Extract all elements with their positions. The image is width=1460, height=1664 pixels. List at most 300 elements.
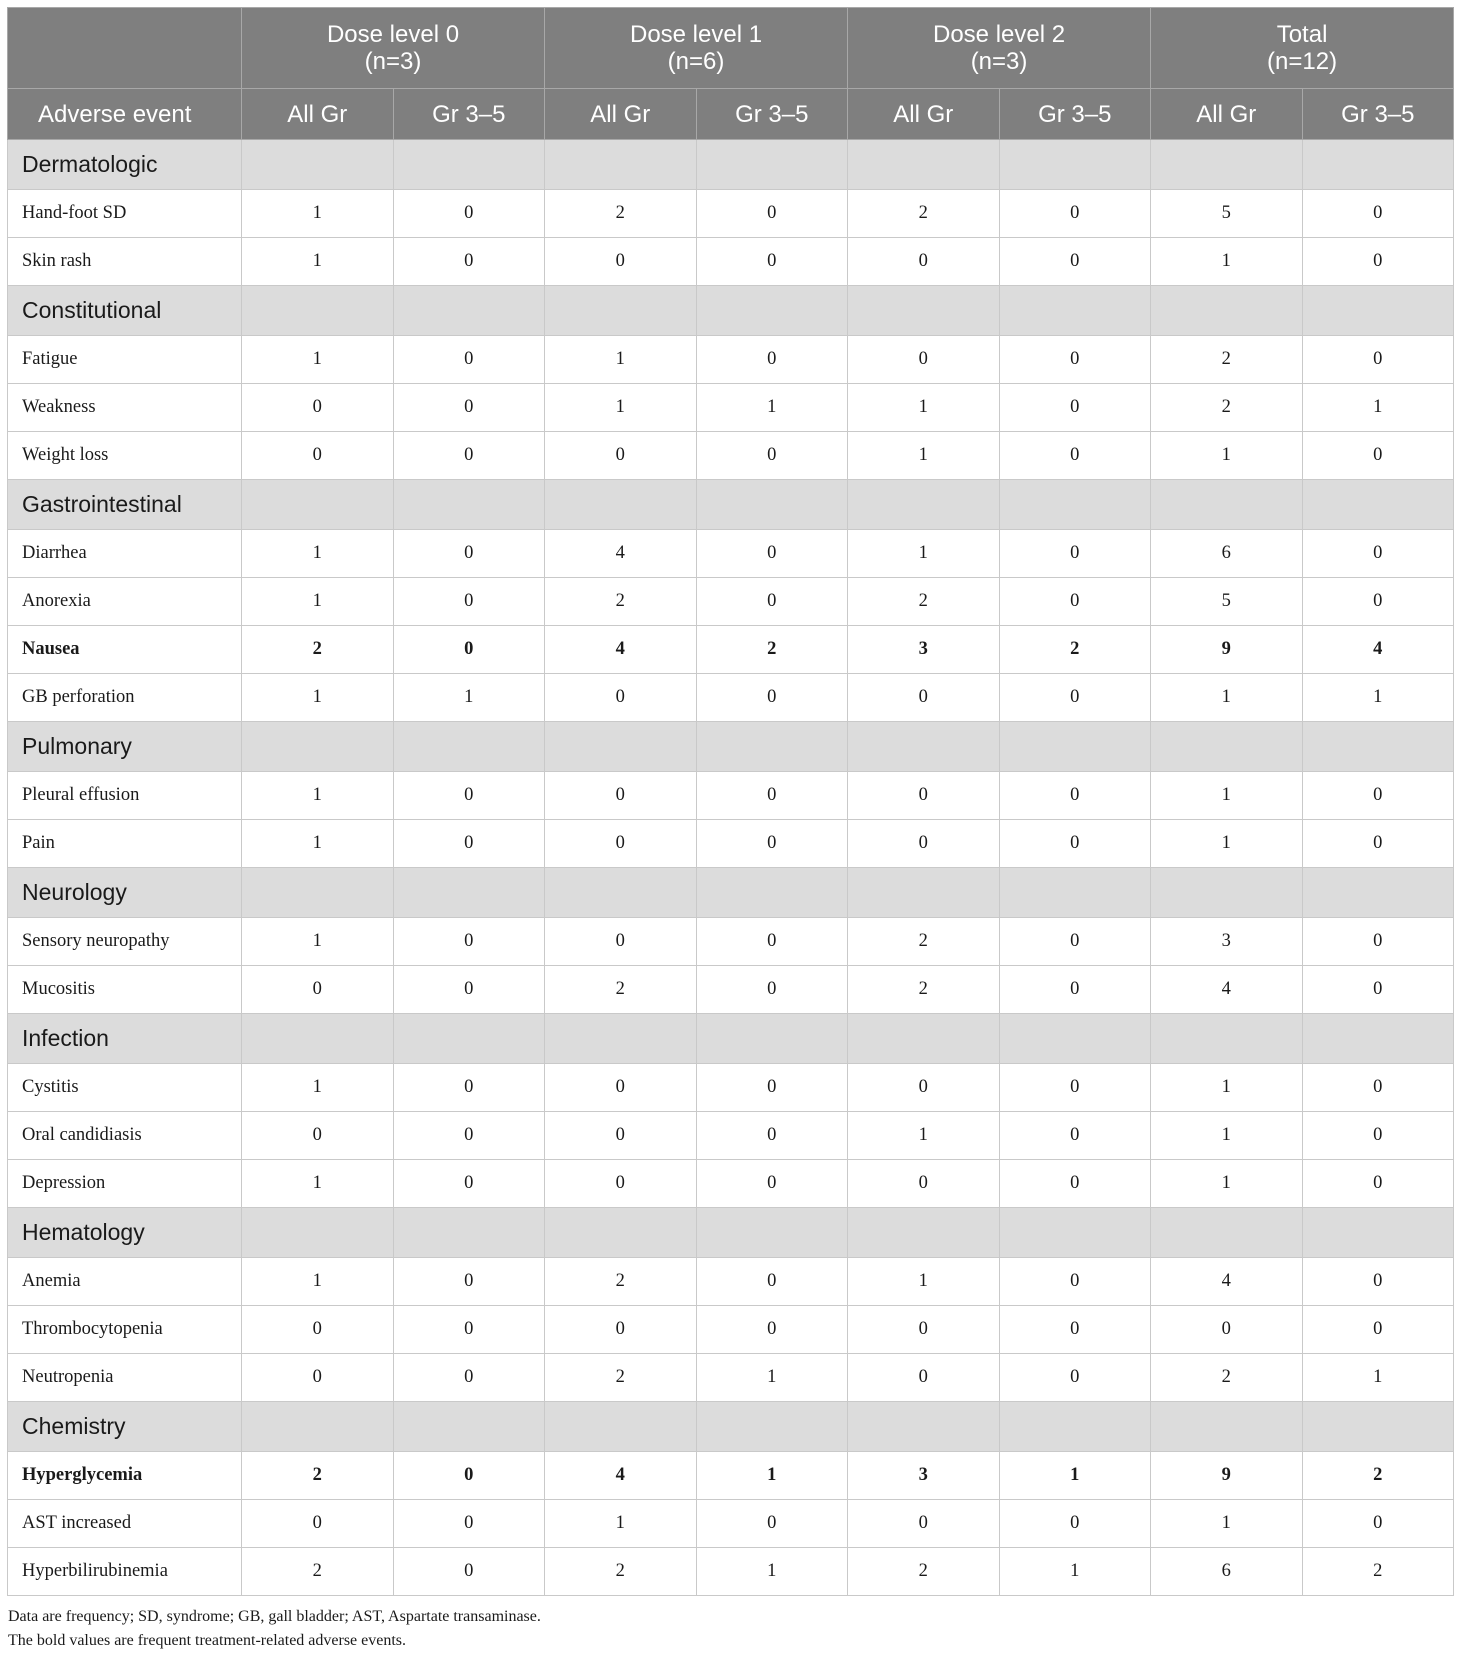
grade-3-5-count-cell: 0 — [999, 190, 1151, 238]
all-grade-count-cell: 0 — [848, 238, 1000, 286]
grade-3-5-count-cell: 0 — [999, 1064, 1151, 1112]
grade-3-5-count-cell: 0 — [696, 190, 848, 238]
category-empty-cell — [999, 1402, 1151, 1452]
category-empty-cell — [999, 480, 1151, 530]
table-row — [8, 336, 1454, 384]
all-grade-count-cell: 1 — [242, 674, 394, 722]
all-grade-count-cell: 1 — [1151, 674, 1303, 722]
grade-3-5-count-cell: 0 — [393, 1064, 545, 1112]
grade-3-5-count-cell: 2 — [999, 626, 1151, 674]
event-name-cell: Nausea — [8, 626, 242, 674]
grade-3-5-count-cell: 4 — [1302, 626, 1454, 674]
all-grade-count-cell: 2 — [545, 1354, 697, 1402]
grade-3-5-count-cell: 0 — [393, 578, 545, 626]
category-empty-cell — [999, 286, 1151, 336]
category-empty-cell — [1151, 286, 1303, 336]
all-grade-header: All Gr — [848, 89, 1000, 140]
category-empty-cell — [545, 480, 697, 530]
all-grade-count-cell: 0 — [545, 1112, 697, 1160]
event-name-cell: Pain — [8, 820, 242, 868]
grade-3-5-count-cell: 2 — [1302, 1548, 1454, 1596]
grade-3-5-count-cell: 0 — [696, 966, 848, 1014]
all-grade-count-cell: 0 — [848, 1306, 1000, 1354]
all-grade-count-cell: 1 — [242, 190, 394, 238]
category-empty-cell — [696, 286, 848, 336]
all-grade-count-cell: 4 — [545, 530, 697, 578]
category-empty-cell — [696, 480, 848, 530]
all-grade-count-cell: 0 — [545, 238, 697, 286]
all-grade-count-cell: 6 — [1151, 1548, 1303, 1596]
event-name-cell: Cystitis — [8, 1064, 242, 1112]
table-row — [8, 238, 1454, 286]
category-empty-cell — [848, 1402, 1000, 1452]
event-name-cell: Weakness — [8, 384, 242, 432]
category-name: Neurology — [8, 868, 242, 918]
all-grade-count-cell: 2 — [848, 578, 1000, 626]
category-name: Constitutional — [8, 286, 242, 336]
grade-3-5-header: Gr 3–5 — [999, 89, 1151, 140]
all-grade-count-cell: 0 — [242, 432, 394, 480]
category-row — [8, 1402, 1454, 1452]
grade-3-5-count-cell: 0 — [999, 1354, 1151, 1402]
grade-3-5-count-cell: 0 — [393, 1548, 545, 1596]
all-grade-count-cell: 1 — [242, 1258, 394, 1306]
all-grade-count-cell: 0 — [848, 1354, 1000, 1402]
all-grade-count-cell: 2 — [545, 1258, 697, 1306]
category-empty-cell — [545, 140, 697, 190]
grade-3-5-count-cell: 1 — [1302, 1354, 1454, 1402]
category-empty-cell — [696, 1402, 848, 1452]
grade-3-5-count-cell: 0 — [1302, 1160, 1454, 1208]
all-grade-count-cell: 0 — [545, 820, 697, 868]
grade-3-5-count-cell: 0 — [999, 1306, 1151, 1354]
grade-3-5-count-cell: 0 — [393, 1306, 545, 1354]
grade-3-5-count-cell: 1 — [696, 384, 848, 432]
all-grade-count-cell: 0 — [848, 1500, 1000, 1548]
grade-3-5-count-cell: 0 — [999, 432, 1151, 480]
event-name-cell: Hyperglycemia — [8, 1452, 242, 1500]
group-label: Dose level 2 — [933, 21, 1066, 48]
all-grade-count-cell: 0 — [545, 1306, 697, 1354]
table-body — [8, 140, 1454, 1596]
category-empty-cell — [393, 286, 545, 336]
all-grade-count-cell: 1 — [848, 432, 1000, 480]
category-empty-cell — [848, 722, 1000, 772]
footnote-bold-values: The bold values are frequent treatment-related adverse events. — [8, 1632, 407, 1649]
group-n: (n=3) — [364, 48, 422, 75]
grade-3-5-header: Gr 3–5 — [393, 89, 545, 140]
grade-3-5-count-cell: 0 — [696, 1160, 848, 1208]
all-grade-count-cell: 1 — [242, 1160, 394, 1208]
grade-3-5-count-cell: 0 — [393, 1112, 545, 1160]
category-empty-cell — [393, 140, 545, 190]
all-grade-count-cell: 4 — [545, 626, 697, 674]
category-empty-cell — [696, 1208, 848, 1258]
grade-3-5-count-cell: 0 — [393, 336, 545, 384]
all-grade-count-cell: 1 — [848, 530, 1000, 578]
category-name: Pulmonary — [8, 722, 242, 772]
event-name-cell: Skin rash — [8, 238, 242, 286]
grade-3-5-header: Gr 3–5 — [1302, 89, 1454, 140]
grade-3-5-count-cell: 0 — [696, 336, 848, 384]
all-grade-count-cell: 1 — [242, 336, 394, 384]
event-name-cell: Thrombocytopenia — [8, 1306, 242, 1354]
grade-3-5-count-cell: 0 — [393, 918, 545, 966]
table-row — [8, 918, 1454, 966]
grade-3-5-count-cell: 0 — [696, 1112, 848, 1160]
all-grade-count-cell: 5 — [1151, 578, 1303, 626]
category-empty-cell — [242, 1402, 394, 1452]
all-grade-count-cell: 0 — [242, 1354, 394, 1402]
event-name-cell: Weight loss — [8, 432, 242, 480]
all-grade-count-cell: 1 — [1151, 238, 1303, 286]
grade-3-5-count-cell: 0 — [1302, 578, 1454, 626]
event-name-cell: Diarrhea — [8, 530, 242, 578]
all-grade-count-cell: 3 — [848, 1452, 1000, 1500]
grade-3-5-count-cell: 1 — [393, 674, 545, 722]
all-grade-count-cell: 0 — [545, 674, 697, 722]
category-name: Dermatologic — [8, 140, 242, 190]
category-empty-cell — [242, 868, 394, 918]
category-empty-cell — [242, 480, 394, 530]
category-row — [8, 868, 1454, 918]
category-empty-cell — [545, 722, 697, 772]
all-grade-count-cell: 2 — [848, 918, 1000, 966]
category-empty-cell — [1302, 1208, 1454, 1258]
table-row — [8, 1112, 1454, 1160]
table-row — [8, 578, 1454, 626]
all-grade-count-cell: 0 — [242, 1306, 394, 1354]
category-name: Gastrointestinal — [8, 480, 242, 530]
category-empty-cell — [999, 868, 1151, 918]
table-row — [8, 1306, 1454, 1354]
grade-3-5-count-cell: 0 — [696, 820, 848, 868]
grade-3-5-count-cell: 0 — [696, 530, 848, 578]
grade-3-5-count-cell: 0 — [696, 1064, 848, 1112]
grade-3-5-count-cell: 0 — [1302, 336, 1454, 384]
category-empty-cell — [1302, 722, 1454, 772]
table-row — [8, 966, 1454, 1014]
category-empty-cell — [1151, 868, 1303, 918]
grade-3-5-count-cell: 1 — [999, 1548, 1151, 1596]
grade-3-5-count-cell: 0 — [999, 1112, 1151, 1160]
category-empty-cell — [545, 1208, 697, 1258]
all-grade-count-cell: 1 — [242, 238, 394, 286]
grade-3-5-count-cell: 0 — [696, 238, 848, 286]
grade-3-5-count-cell: 0 — [393, 238, 545, 286]
grade-3-5-count-cell: 0 — [999, 820, 1151, 868]
all-grade-count-cell: 5 — [1151, 190, 1303, 238]
category-empty-cell — [848, 140, 1000, 190]
all-grade-header: All Gr — [242, 89, 394, 140]
grade-3-5-count-cell: 0 — [999, 1500, 1151, 1548]
category-name: Chemistry — [8, 1402, 242, 1452]
event-name-cell: Anorexia — [8, 578, 242, 626]
all-grade-count-cell: 4 — [1151, 1258, 1303, 1306]
all-grade-count-cell: 4 — [545, 1452, 697, 1500]
category-empty-cell — [1151, 1208, 1303, 1258]
grade-3-5-count-cell: 0 — [393, 772, 545, 820]
event-name-cell: Mucositis — [8, 966, 242, 1014]
grade-3-5-count-cell: 0 — [1302, 190, 1454, 238]
all-grade-count-cell: 1 — [848, 1112, 1000, 1160]
grade-3-5-count-cell: 2 — [696, 626, 848, 674]
table-row — [8, 190, 1454, 238]
grade-3-5-count-cell: 1 — [1302, 674, 1454, 722]
category-empty-cell — [1151, 722, 1303, 772]
adverse-events-table — [7, 7, 1454, 1596]
table-row — [8, 1064, 1454, 1112]
all-grade-count-cell: 3 — [848, 626, 1000, 674]
category-row — [8, 1208, 1454, 1258]
category-empty-cell — [242, 286, 394, 336]
category-empty-cell — [696, 722, 848, 772]
category-empty-cell — [1151, 480, 1303, 530]
group-label: Dose level 0 — [326, 21, 460, 48]
event-name-cell: Oral candidiasis — [8, 1112, 242, 1160]
category-empty-cell — [1151, 1014, 1303, 1064]
all-grade-count-cell: 1 — [848, 1258, 1000, 1306]
table-row — [8, 384, 1454, 432]
all-grade-count-cell: 1 — [242, 1064, 394, 1112]
table-row — [8, 626, 1454, 674]
all-grade-count-cell: 1 — [242, 820, 394, 868]
all-grade-count-cell: 1 — [242, 918, 394, 966]
group-n: (n=12) — [1267, 48, 1338, 75]
grade-3-5-count-cell: 0 — [999, 966, 1151, 1014]
grade-3-5-count-cell: 0 — [999, 530, 1151, 578]
category-empty-cell — [696, 868, 848, 918]
category-empty-cell — [393, 480, 545, 530]
grade-3-5-count-cell: 0 — [393, 1452, 545, 1500]
category-name: Hematology — [8, 1208, 242, 1258]
grade-3-5-count-cell: 0 — [1302, 238, 1454, 286]
grade-3-5-count-cell: 0 — [999, 918, 1151, 966]
grade-3-5-count-cell: 0 — [999, 578, 1151, 626]
grade-3-5-count-cell: 0 — [999, 1258, 1151, 1306]
grade-3-5-count-cell: 1 — [696, 1548, 848, 1596]
all-grade-count-cell: 2 — [242, 1548, 394, 1596]
group-n: (n=6) — [667, 48, 725, 75]
table-row — [8, 432, 1454, 480]
grade-3-5-count-cell: 0 — [393, 1258, 545, 1306]
category-empty-cell — [1302, 1014, 1454, 1064]
category-empty-cell — [1302, 140, 1454, 190]
grade-3-5-count-cell: 0 — [393, 384, 545, 432]
all-grade-count-cell: 4 — [1151, 966, 1303, 1014]
group-header-dose-2 — [848, 8, 1151, 89]
header-corner — [8, 8, 242, 89]
all-grade-count-cell: 0 — [242, 966, 394, 1014]
grade-3-5-header: Gr 3–5 — [696, 89, 848, 140]
grade-3-5-count-cell: 0 — [696, 918, 848, 966]
group-header-total — [1151, 8, 1454, 89]
all-grade-count-cell: 6 — [1151, 530, 1303, 578]
category-empty-cell — [393, 868, 545, 918]
category-empty-cell — [1302, 1402, 1454, 1452]
all-grade-count-cell: 0 — [545, 432, 697, 480]
all-grade-count-cell: 0 — [848, 1064, 1000, 1112]
table-row — [8, 1548, 1454, 1596]
all-grade-count-cell: 0 — [848, 772, 1000, 820]
all-grade-count-cell: 1 — [242, 772, 394, 820]
category-empty-cell — [545, 1014, 697, 1064]
grade-3-5-count-cell: 0 — [393, 530, 545, 578]
table-row — [8, 1500, 1454, 1548]
category-empty-cell — [242, 1014, 394, 1064]
grade-3-5-count-cell: 1 — [1302, 384, 1454, 432]
all-grade-count-cell: 0 — [848, 820, 1000, 868]
grade-3-5-count-cell: 0 — [999, 1160, 1151, 1208]
category-empty-cell — [1151, 1402, 1303, 1452]
all-grade-count-cell: 2 — [848, 966, 1000, 1014]
grade-3-5-count-cell: 0 — [999, 384, 1151, 432]
all-grade-count-cell: 2 — [1151, 384, 1303, 432]
grade-3-5-count-cell: 0 — [696, 1306, 848, 1354]
all-grade-count-cell: 0 — [545, 1064, 697, 1112]
group-label: Dose level 1 — [629, 21, 763, 48]
grade-3-5-count-cell: 0 — [393, 626, 545, 674]
all-grade-count-cell: 0 — [545, 1160, 697, 1208]
all-grade-count-cell: 2 — [848, 190, 1000, 238]
grade-3-5-count-cell: 0 — [696, 674, 848, 722]
grade-3-5-count-cell: 0 — [696, 772, 848, 820]
grade-3-5-count-cell: 0 — [999, 772, 1151, 820]
all-grade-count-cell: 9 — [1151, 1452, 1303, 1500]
category-empty-cell — [848, 1014, 1000, 1064]
all-grade-count-cell: 2 — [242, 626, 394, 674]
category-empty-cell — [999, 140, 1151, 190]
category-empty-cell — [393, 722, 545, 772]
category-row — [8, 480, 1454, 530]
all-grade-count-cell: 1 — [1151, 772, 1303, 820]
all-grade-count-cell: 0 — [545, 772, 697, 820]
grade-3-5-count-cell: 0 — [1302, 432, 1454, 480]
all-grade-count-cell: 2 — [545, 578, 697, 626]
event-name-cell: Sensory neuropathy — [8, 918, 242, 966]
all-grade-count-cell: 2 — [545, 190, 697, 238]
category-empty-cell — [242, 1208, 394, 1258]
grade-3-5-count-cell: 0 — [1302, 918, 1454, 966]
all-grade-count-cell: 1 — [1151, 432, 1303, 480]
grade-3-5-count-cell: 0 — [1302, 820, 1454, 868]
all-grade-count-cell: 2 — [1151, 1354, 1303, 1402]
all-grade-count-cell: 1 — [1151, 1160, 1303, 1208]
category-row — [8, 722, 1454, 772]
all-grade-count-cell: 1 — [242, 578, 394, 626]
header-group-row — [8, 8, 1454, 89]
grade-3-5-count-cell: 0 — [393, 190, 545, 238]
grade-3-5-count-cell: 0 — [696, 1258, 848, 1306]
category-empty-cell — [1302, 286, 1454, 336]
category-empty-cell — [999, 1014, 1151, 1064]
all-grade-count-cell: 0 — [242, 1112, 394, 1160]
category-empty-cell — [848, 480, 1000, 530]
category-empty-cell — [393, 1208, 545, 1258]
category-empty-cell — [848, 1208, 1000, 1258]
all-grade-count-cell: 1 — [1151, 1112, 1303, 1160]
all-grade-header: All Gr — [545, 89, 697, 140]
grade-3-5-count-cell: 0 — [393, 1500, 545, 1548]
all-grade-count-cell: 1 — [1151, 1064, 1303, 1112]
category-empty-cell — [1151, 140, 1303, 190]
category-empty-cell — [848, 868, 1000, 918]
event-name-cell: Hand-foot SD — [8, 190, 242, 238]
grade-3-5-count-cell: 0 — [393, 432, 545, 480]
event-name-cell: Depression — [8, 1160, 242, 1208]
category-empty-cell — [1302, 868, 1454, 918]
grade-3-5-count-cell: 0 — [696, 578, 848, 626]
grade-3-5-count-cell: 0 — [393, 820, 545, 868]
header-sub-row — [8, 89, 1454, 140]
all-grade-count-cell: 1 — [545, 384, 697, 432]
event-name-cell: Fatigue — [8, 336, 242, 384]
all-grade-count-cell: 2 — [545, 1548, 697, 1596]
table-row — [8, 1258, 1454, 1306]
all-grade-count-cell: 1 — [848, 384, 1000, 432]
all-grade-count-cell: 1 — [545, 336, 697, 384]
all-grade-count-cell: 3 — [1151, 918, 1303, 966]
group-n: (n=3) — [970, 48, 1028, 75]
all-grade-count-cell: 0 — [242, 384, 394, 432]
all-grade-count-cell: 0 — [545, 918, 697, 966]
grade-3-5-count-cell: 1 — [696, 1452, 848, 1500]
table-container — [7, 7, 1453, 1653]
all-grade-count-cell: 2 — [1151, 336, 1303, 384]
grade-3-5-count-cell: 0 — [1302, 530, 1454, 578]
all-grade-count-cell: 2 — [848, 1548, 1000, 1596]
footnote-abbreviations: Data are frequency; SD, syndrome; GB, gall bladder; AST, Aspartate transaminase. — [8, 1608, 541, 1625]
group-header-dose-1 — [545, 8, 848, 89]
grade-3-5-count-cell: 0 — [999, 336, 1151, 384]
category-empty-cell — [848, 286, 1000, 336]
table-row — [8, 820, 1454, 868]
table-row — [8, 530, 1454, 578]
category-empty-cell — [999, 722, 1151, 772]
event-name-cell: Hyperbilirubinemia — [8, 1548, 242, 1596]
table-row — [8, 772, 1454, 820]
table-row — [8, 1160, 1454, 1208]
event-name-cell: GB perforation — [8, 674, 242, 722]
category-empty-cell — [999, 1208, 1151, 1258]
all-grade-header: All Gr — [1151, 89, 1303, 140]
table-header — [8, 8, 1454, 140]
category-empty-cell — [545, 286, 697, 336]
all-grade-count-cell: 0 — [848, 336, 1000, 384]
category-empty-cell — [696, 1014, 848, 1064]
event-name-cell: Anemia — [8, 1258, 242, 1306]
category-empty-cell — [242, 140, 394, 190]
all-grade-count-cell: 0 — [1151, 1306, 1303, 1354]
category-name: Infection — [8, 1014, 242, 1064]
category-row — [8, 286, 1454, 336]
grade-3-5-count-cell: 0 — [1302, 1258, 1454, 1306]
category-empty-cell — [1302, 480, 1454, 530]
all-grade-count-cell: 2 — [545, 966, 697, 1014]
category-empty-cell — [393, 1014, 545, 1064]
category-row — [8, 140, 1454, 190]
event-name-cell: AST increased — [8, 1500, 242, 1548]
table-row — [8, 1354, 1454, 1402]
all-grade-count-cell: 0 — [848, 674, 1000, 722]
grade-3-5-count-cell: 0 — [393, 1160, 545, 1208]
all-grade-count-cell: 0 — [848, 1160, 1000, 1208]
grade-3-5-count-cell: 0 — [393, 1354, 545, 1402]
grade-3-5-count-cell: 0 — [1302, 966, 1454, 1014]
grade-3-5-count-cell: 1 — [696, 1354, 848, 1402]
grade-3-5-count-cell: 2 — [1302, 1452, 1454, 1500]
grade-3-5-count-cell: 1 — [999, 1452, 1151, 1500]
